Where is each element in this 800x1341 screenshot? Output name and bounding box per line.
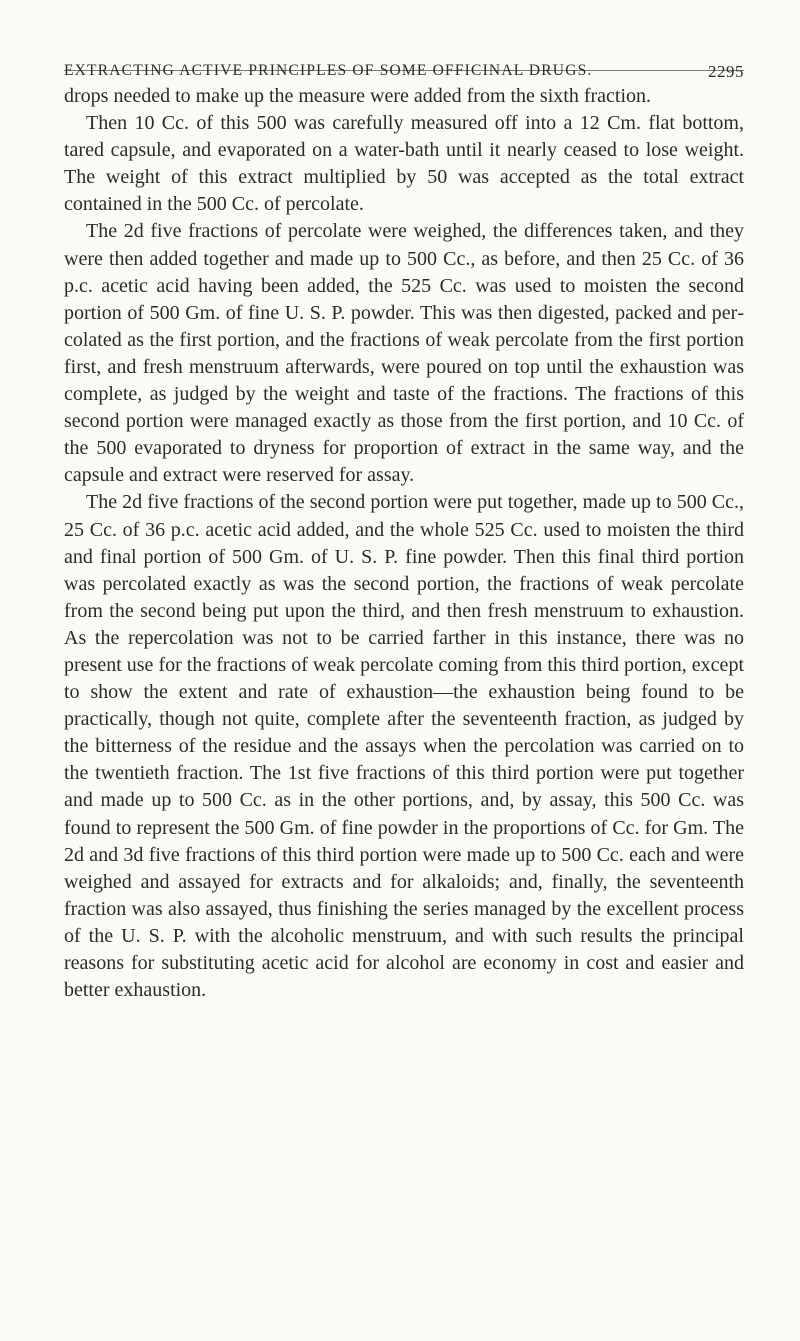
document-page [64, 40, 744, 1004]
running-head: EXTRACTING ACTIVE PRINCIPLES OF SOME OFFICINAL DRUGS. [64, 62, 593, 79]
paragraph-extract-measurement: Then 10 Cc. of this 500 was carefully measured off into a 12 Cm. flat bottom, tared capsule, and evaporated on a water-bath until it nearly ceased to lose weight. The weight of this extract multiplied by 50 was accepted as the total extract contained in the 500 Cc. of percolate. [64, 112, 744, 216]
paragraph-continuation: drops needed to make up the measure were added from the sixth fraction. [64, 85, 652, 107]
paragraph-second-portion: The 2d five fractions of percolate were weighed, the differences taken, and they were then added together and made up to 500 Cc., as before, and then 25 Cc. of 36 p.c. acetic acid having been added, the 525 Cc. was used to moisten the second portion of 500 Gm. of fine U. S. P. powder. This was then digested, packed and percolated as the first portion, and the fractions of weak percolate from the first portion first, and fresh menstruum afterwards, were poured on top until the exhaustion was complete, as judged by the weight and taste of the fractions. The fractions of this second portion were managed exactly as those from the first portion, and 10 Cc. of the 500 evaporated to dryness for proportion of extract in the same way, and the capsule and extract were reserved for assay. [64, 220, 744, 487]
page-number: 2295 [708, 62, 744, 81]
page-header [64, 40, 744, 81]
body-text [64, 83, 744, 1004]
paragraph-third-portion: The 2d five fractions of the second portion were put together, made up to 500 Cc., 25 Cc. of 36 p.c. acetic acid added, and the whole 525 Cc. used to moisten the third and final portion of 500 Gm. of U. S. P. fine powder. Then this final third portion was percolated exactly as was the second portion, the fractions of weak percolate from the second being put upon the third, and then fresh menstruum to exhaustion. As the repercolation was not to be carried farther in this instance, there was no present use for the fractions of weak percolate coming from this third portion, except to show the extent and rate of exhaustion—the exhaustion being found to be practically, though not quite, complete after the seventeenth fraction, as judged by the bitterness of the residue and the assays when the percolation was carried on to the twentieth fraction. The 1st five fractions of this third portion were put together and made up to 500 Cc. as in the other portions, and, by assay, this 500 Cc. was found to represent the 500 Gm. of fine powder in the proportions of Cc. for Gm. The 2d and 3d five fractions of this third portion were made up to 500 Cc. each and were weighed and assayed for extracts and for alkaloids; and, finally, the seventeenth fraction was also assayed, thus finishing the series managed by the excellent process of the U. S. P. with the alcoholic menstruum, and with such results the principal reasons for substituting acetic acid for alcohol are economy in cost and easier and better exhaustion. [64, 491, 744, 1002]
